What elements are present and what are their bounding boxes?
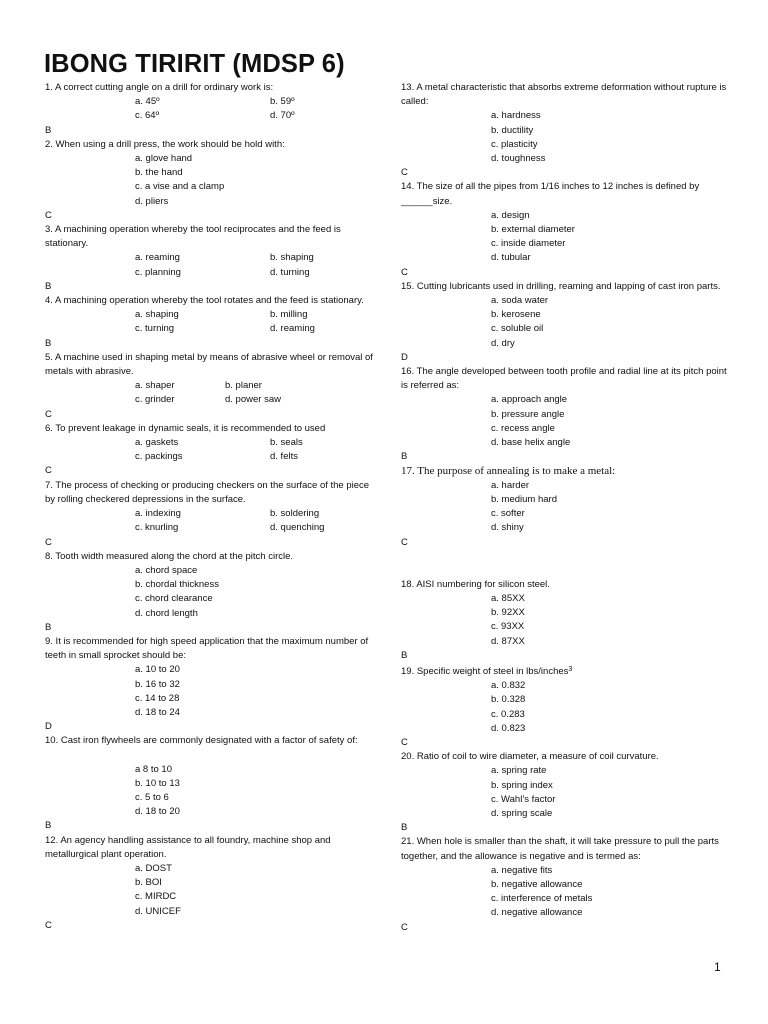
answer-key: D [401, 351, 408, 363]
answer-option: d. 87XX [491, 635, 525, 647]
answer-option: c. 64º [135, 110, 160, 122]
answer-key: C [401, 536, 408, 548]
options-list [45, 251, 375, 279]
answer-option: b. soldering [270, 508, 320, 520]
answer-key: C [45, 465, 52, 477]
answer-key: C [401, 736, 408, 748]
question-stem: 21. When hole is smaller than the shaft, it will take pressure to pull the parts together, and the allowance is negative and is termed as: [401, 836, 719, 862]
answer-option: d. chord length [135, 607, 198, 619]
answer-option: d. negative allowance [491, 907, 583, 919]
answer-option: a. 10 to 20 [135, 664, 180, 676]
answer-option: d. dry [491, 337, 515, 349]
answer-key: D [45, 721, 52, 733]
options-list [401, 764, 731, 821]
question-stem: 7. The process of checking or producing checkers on the surface of the piece by rolling checkered depressions in the surface. [45, 479, 370, 505]
answer-option: c. turning [135, 323, 175, 335]
answer-option: c. chord clearance [135, 593, 213, 605]
answer-key: B [401, 451, 408, 463]
spacer [45, 749, 375, 763]
question-stem: 19. Specific weight of steel in lbs/inches [401, 665, 569, 677]
question-item [45, 550, 375, 635]
question-stem: 4. A machining operation whereby the tool rotates and the feed is stationary. [45, 295, 364, 307]
answer-key: B [401, 822, 408, 834]
question-item [45, 422, 375, 479]
answer-option: a. chord space [135, 564, 198, 576]
answer-option: c. recess angle [491, 422, 555, 434]
answer-option: c. interference of metals [491, 893, 593, 905]
answer-key: B [45, 621, 52, 633]
answer-option: b. kerosene [491, 309, 541, 321]
answer-option: c. a vise and a clamp [135, 181, 225, 193]
options-list [401, 592, 731, 649]
options-list [45, 507, 375, 535]
answer-option: d. toughness [491, 153, 546, 165]
answer-option: a. indexing [135, 508, 181, 520]
answer-option: a. shaper [135, 380, 175, 392]
options-list [401, 294, 731, 351]
answer-option: b. shaping [270, 252, 314, 264]
answer-key: B [45, 820, 52, 832]
question-item [401, 280, 731, 365]
question-item [45, 294, 375, 351]
options-list [401, 109, 731, 166]
options-list [401, 479, 731, 536]
question-stem: 10. Cast iron flywheels are commonly designated with a factor of safety of: [45, 735, 358, 747]
answer-option: d. 70º [270, 110, 295, 122]
answer-option: c. planning [135, 266, 181, 278]
answer-option: d. power saw [225, 394, 281, 406]
question-item [401, 835, 731, 934]
answer-option: d. quenching [270, 522, 325, 534]
question-item [401, 663, 731, 750]
answer-option: c. MIRDC [135, 891, 177, 903]
question-stem: 18. AISI numbering for silicon steel. [401, 578, 550, 590]
question-stem: 6. To prevent leakage in dynamic seals, it is recommended to used [45, 422, 326, 434]
answer-option: a. 0.832 [491, 680, 526, 692]
question-item [45, 138, 375, 223]
answer-option: d. felts [270, 451, 298, 463]
answer-option: c. Wahl’s factor [491, 793, 556, 805]
answer-option: b. planer [225, 380, 262, 392]
options-list [45, 763, 375, 820]
answer-option: a. design [491, 209, 530, 221]
answer-option: a. shaping [135, 309, 179, 321]
question-item [45, 223, 375, 294]
answer-option: c. grinder [135, 394, 175, 406]
answer-option: a. reaming [135, 252, 180, 264]
answer-option: b. milling [270, 309, 308, 321]
answer-option: b. 92XX [491, 607, 525, 619]
question-stem: 17. The purpose of annealing is to make a metal: [401, 465, 616, 478]
question-item [45, 834, 375, 933]
question-item [45, 81, 375, 138]
answer-option: b. negative allowance [491, 878, 583, 890]
answer-option: c. 0.283 [491, 708, 525, 720]
question-stem: 16. The angle developed between tooth profile and radial line at its pitch point is referred as: [401, 366, 727, 392]
answer-option: d. shiny [491, 522, 524, 534]
question-stem: 8. Tooth width measured along the chord at the pitch circle. [45, 550, 294, 562]
question-stem: 2. When using a drill press, the work should be hold with: [45, 138, 285, 150]
right-column [401, 81, 731, 935]
answer-option: c. softer [491, 508, 525, 520]
answer-key: C [45, 408, 52, 420]
answer-option: b. spring index [491, 779, 553, 791]
options-list [45, 564, 375, 621]
question-stem: 1. A correct cutting angle on a drill for ordinary work is: [45, 82, 274, 93]
answer-option: d. 18 to 24 [135, 706, 180, 718]
question-item [45, 635, 375, 734]
superscript: 3 [568, 665, 573, 673]
answer-option: c. 93XX [491, 621, 525, 633]
question-stem: 20. Ratio of coil to wire diameter, a measure of coil curvature. [401, 751, 659, 763]
answer-key: B [401, 649, 408, 661]
question-stem: 3. A machining operation whereby the tool reciprocates and the feed is stationary. [45, 224, 341, 250]
answer-option: b. pressure angle [491, 408, 565, 420]
question-stem: 14. The size of all the pipes from 1/16 inches to 12 inches is defined by ______size. [401, 181, 700, 207]
options-list [45, 663, 375, 720]
options-list [401, 864, 731, 921]
answer-option: c. 14 to 28 [135, 692, 180, 704]
answer-key: C [401, 921, 408, 933]
question-item [401, 180, 731, 279]
question-stem: 13. A metal characteristic that absorbs extreme deformation without rupture is called: [401, 82, 727, 108]
answer-key: B [45, 280, 52, 292]
answer-option: c. plasticity [491, 138, 538, 150]
answer-key: B [45, 124, 52, 136]
answer-option: c. knurling [135, 522, 179, 534]
question-stem: 5. A machine used in shaping metal by means of abrasive wheel or removal of metals with abrasive. [45, 351, 373, 378]
options-list [401, 679, 731, 736]
answer-option: a. spring rate [491, 765, 547, 777]
answer-key: B [45, 337, 52, 349]
answer-option: a. 45º [135, 96, 160, 108]
answer-option: b. 59º [270, 96, 295, 108]
left-column [45, 81, 375, 933]
question-item [45, 479, 375, 550]
answer-option: c. inside diameter [491, 238, 566, 250]
answer-option: b. 0.328 [491, 694, 526, 706]
options-list [45, 95, 375, 123]
answer-option: a. soda water [491, 295, 549, 307]
answer-option: a. hardness [491, 110, 541, 122]
question-item [401, 578, 731, 663]
answer-option: a 8 to 10 [135, 763, 172, 775]
options-list [45, 862, 375, 919]
answer-key: C [45, 536, 52, 548]
answer-option: d. reaming [270, 323, 315, 335]
page-number: 1 [714, 960, 721, 974]
question-stem: 15. Cutting lubricants used in drilling, reaming and lapping of cast iron parts. [401, 280, 721, 292]
answer-option: c. packings [135, 451, 183, 463]
answer-option: b. 10 to 13 [135, 777, 180, 789]
answer-option: c. soluble oil [491, 323, 544, 335]
answer-option: d. tubular [491, 252, 531, 264]
question-stem: 9. It is recommended for high speed application that the maximum number of teeth in small sprocket should be: [45, 635, 369, 662]
question-item [401, 365, 731, 464]
question-item [45, 734, 375, 833]
answer-option: b. ductility [491, 124, 534, 136]
options-list [45, 379, 375, 407]
question-stem: 12. An agency handling assistance to all foundry, machine shop and metallurgical plant operation. [45, 834, 331, 860]
answer-key: C [45, 209, 52, 221]
answer-option: a. approach angle [491, 394, 568, 406]
options-list [45, 436, 375, 464]
answer-option: b. seals [270, 437, 303, 449]
answer-option: a. harder [491, 479, 530, 491]
answer-option: d. turning [270, 266, 310, 278]
answer-option: b. 16 to 32 [135, 678, 180, 690]
answer-key: C [401, 167, 408, 179]
spacer [401, 550, 731, 578]
answer-option: b. BOI [135, 877, 162, 889]
options-list [401, 209, 731, 266]
answer-option: c. 5 to 6 [135, 791, 169, 803]
options-list [401, 393, 731, 450]
answer-option: b. external diameter [491, 224, 575, 236]
answer-option: a. DOST [135, 862, 172, 874]
answer-option: d. base helix angle [491, 437, 571, 449]
answer-option: d. spring scale [491, 807, 553, 819]
answer-option: d. UNICEF [135, 905, 181, 917]
answer-option: d. 18 to 20 [135, 806, 180, 818]
answer-key: C [45, 919, 52, 931]
answer-option: b. medium hard [491, 493, 558, 505]
options-list [45, 308, 375, 336]
answer-option: d. pliers [135, 195, 169, 207]
page-title: IBONG TIRIRIT (MDSP 6) [44, 50, 345, 78]
question-item [45, 351, 375, 422]
answer-option: b. the hand [135, 167, 183, 179]
answer-option: b. chordal thickness [135, 579, 219, 591]
answer-option: a. negative fits [491, 864, 553, 876]
question-item [401, 464, 731, 577]
answer-option: d. 0.823 [491, 722, 526, 734]
question-item [401, 81, 731, 180]
answer-option: a. glove hand [135, 153, 193, 165]
question-item [401, 750, 731, 835]
options-list [45, 152, 375, 209]
answer-option: a. gaskets [135, 437, 179, 449]
answer-key: C [401, 266, 408, 278]
answer-option: a. 85XX [491, 592, 525, 604]
